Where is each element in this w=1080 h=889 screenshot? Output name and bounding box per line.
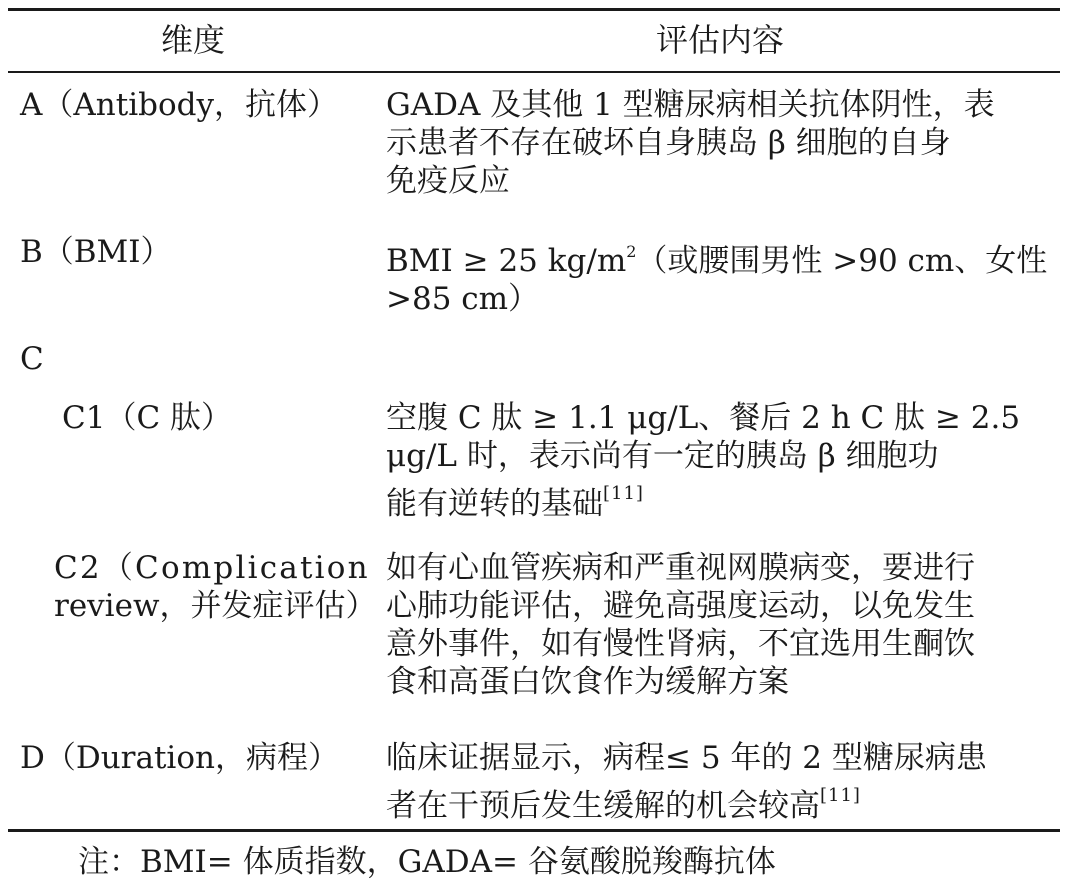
- squared-superscript: 2: [626, 242, 637, 261]
- row-c2-content: [386, 549, 1056, 701]
- row-c2-dimension-line: C2（Complication: [54, 550, 370, 586]
- row-b-dimension: B（BMI）: [20, 234, 172, 270]
- row-d-dimension: D（Duration，病程）: [20, 740, 339, 776]
- row-c2-dimension-line: review，并发症评估）: [54, 588, 377, 624]
- column-header-content: 评估内容: [655, 21, 784, 59]
- citation-reference: [11]: [820, 785, 861, 806]
- row-c2-content-line: 意外事件，如有慢性肾病，不宜选用生酮饮: [386, 626, 975, 662]
- row-a-content: [386, 86, 1056, 200]
- row-a-content-line: 示患者不存在破坏自身胰岛 β 细胞的自身: [386, 125, 951, 161]
- table-bottom-rule: [8, 829, 1060, 832]
- row-c1-content: [386, 399, 1056, 523]
- row-c2-content-line: 食和高蛋白饮食作为缓解方案: [386, 664, 789, 700]
- waist-criteria: （或腰围男性 >90 cm、女性: [636, 243, 1048, 279]
- row-c-dimension: C: [20, 341, 44, 377]
- row-a-dimension: A（Antibody，抗体）: [20, 87, 338, 123]
- row-c1-content-line: μg/L 时，表示尚有一定的胰岛 β 细胞功: [386, 438, 939, 474]
- row-d-content-line: 临床证据显示，病程≤ 5 年的 2 型糖尿病患: [386, 740, 987, 776]
- row-d-content-line: [386, 777, 1056, 825]
- row-c1-content-line: [386, 475, 1056, 523]
- column-header-dimension: 维度: [160, 21, 225, 59]
- table-top-rule: [8, 8, 1060, 11]
- row-d-content-text: 者在干预后发生缓解的机会较高: [386, 788, 820, 824]
- row-a-content-line: GADA 及其他 1 型糖尿病相关抗体阴性，表: [386, 87, 995, 123]
- bmi-threshold: BMI ≥ 25 kg/m: [386, 243, 627, 279]
- row-b-content: [386, 233, 1056, 318]
- row-b-content-line: [386, 233, 1056, 280]
- citation-reference: [11]: [603, 483, 644, 504]
- row-c2-content-line: 心肺功能评估，避免高强度运动，以免发生: [386, 588, 975, 624]
- row-c1-dimension: C1（C 肽）: [62, 400, 233, 436]
- row-c2-dimension: [54, 549, 376, 625]
- row-c1-content-text: 能有逆转的基础: [386, 486, 603, 522]
- row-a-content-line: 免疫反应: [386, 163, 510, 199]
- table-header-rule: [8, 71, 1060, 73]
- row-d-content: [386, 739, 1056, 825]
- row-c2-content-line: 如有心血管疾病和严重视网膜病变，要进行: [386, 550, 975, 586]
- row-b-content-line: >85 cm）: [386, 281, 540, 317]
- table-footnote: 注：BMI= 体质指数，GADA= 谷氨酸脱羧酶抗体: [78, 844, 776, 880]
- row-c1-content-line: 空腹 C 肽 ≥ 1.1 μg/L、餐后 2 h C 肽 ≥ 2.5: [386, 400, 1021, 436]
